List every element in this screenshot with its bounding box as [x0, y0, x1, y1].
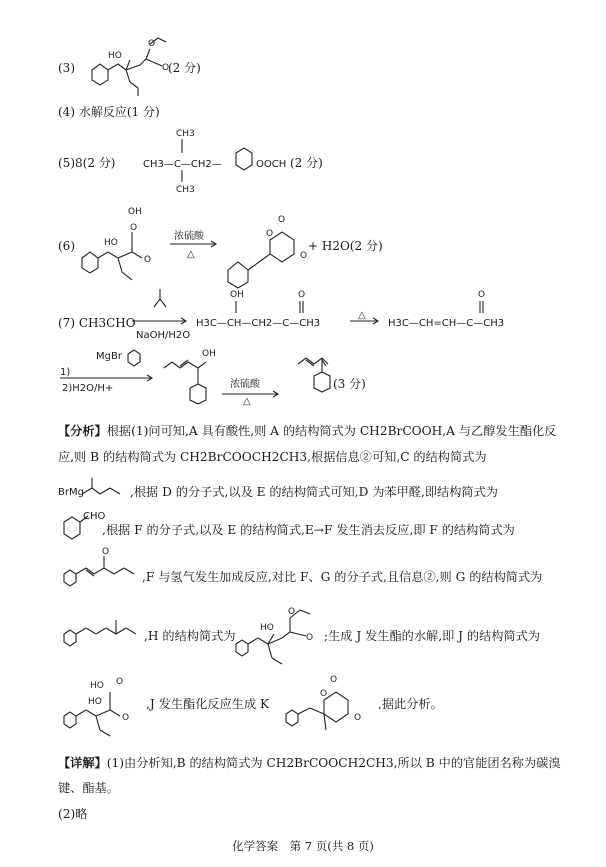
q7-cond3: △	[243, 396, 251, 407]
q7-product1: H3C—CH=CH—C—CH3	[388, 318, 505, 329]
q5-ester: OOCH	[256, 159, 287, 170]
q7-start: (7) CH3CHO	[58, 316, 136, 330]
analysis-line-6b: ;生成 J 发生酯的水解,即 J 的结构简式为	[324, 629, 541, 643]
detail-q2: (2)略	[58, 807, 88, 821]
analysis-tag: 【分析】	[58, 424, 107, 438]
svg-text:OH: OH	[128, 207, 142, 217]
svg-text:OH: OH	[202, 349, 216, 359]
q7-cond2: △	[358, 310, 366, 321]
svg-text:O: O	[298, 290, 306, 300]
svg-text:HO: HO	[260, 623, 274, 633]
svg-text:O: O	[478, 290, 486, 300]
q3-label: (3)	[58, 61, 75, 75]
structure-K	[280, 670, 390, 740]
svg-text:HO: HO	[104, 238, 118, 248]
svg-text:HO: HO	[88, 697, 102, 707]
q5-score: (2 分)	[290, 156, 323, 170]
detail-line-2: 键、酯基。	[58, 781, 119, 795]
svg-text:O: O	[102, 547, 110, 557]
q7-reagent3: 浓硫酸	[230, 379, 260, 390]
analysis-line-2: 应,则 B 的结构简式为 CH2BrCOOCH2CH3,根据信息②可知,C 的结构简式为	[58, 450, 487, 464]
analysis-line-3: ,根据 D 的分子式,以及 E 的结构简式可知,D 为苯甲醛,即结构简式为	[130, 485, 498, 499]
svg-text:O: O	[266, 229, 274, 239]
analysis-line-7a: ,J 发生酯化反应生成 K	[146, 697, 270, 711]
svg-text:O: O	[116, 677, 124, 687]
analysis-line-4: ,根据 F 的分子式,以及 E 的结构简式,E→F 发生消去反应,即 F 的结构简式为	[102, 523, 515, 537]
svg-text:O: O	[306, 633, 314, 643]
svg-text:O: O	[130, 223, 138, 233]
svg-text:O: O	[330, 675, 338, 685]
detail-tag: 【详解】	[58, 756, 107, 770]
q7-score: (3 分)	[333, 377, 366, 391]
detail-text-1: (1)由分析知,B 的结构简式为 CH2BrCOOCH2CH3,所以 B 中的官能团名称为碳溴	[106, 756, 561, 770]
svg-text:O: O	[278, 215, 286, 225]
q4-answer: (4) 水解反应(1 分)	[58, 105, 160, 119]
analysis-text-1: 根据(1)问可知,A 具有酸性,则 A 的结构简式为 CH2BrCOOH,A 与乙醇发生酯化反	[106, 424, 557, 438]
q3-score: (2 分)	[168, 61, 201, 75]
q7-intermediate: H3C—CH—CH2—C—CH3	[196, 318, 321, 329]
q6-reagent: 浓硫酸	[174, 231, 204, 242]
page-footer: 化学答案 第 7 页(共 8 页)	[232, 839, 374, 853]
svg-text:O: O	[144, 255, 152, 265]
q7-grignard: MgBr	[96, 351, 122, 362]
q5-label: (5)8(2 分)	[58, 156, 116, 170]
svg-text:O: O	[148, 39, 156, 49]
q6-tail: + H2O(2 分)	[308, 239, 383, 253]
analysis-brmg: BrMg	[58, 487, 84, 498]
analysis-line-6a: ,H 的结构简式为	[144, 629, 236, 643]
q7-step-a: 1)	[60, 367, 71, 378]
analysis-cho: CHO	[83, 511, 106, 522]
svg-text:CH3: CH3	[176, 129, 195, 139]
detail-line-1	[58, 757, 574, 769]
svg-text:O: O	[354, 713, 362, 723]
svg-text:O: O	[162, 63, 170, 73]
q5-formula: CH3—C—CH2—	[143, 159, 222, 170]
q7-reagent1: NaOH/H2O	[136, 330, 191, 341]
svg-text:HO: HO	[90, 681, 104, 691]
q7-scheme-2	[56, 340, 356, 420]
analysis-line-5: ,F 与氢气发生加成反应,对比 F、G 的分子式,且信息②,则 G 的结构简式为	[142, 570, 543, 584]
analysis-line-7b: ,据此分析。	[378, 697, 443, 711]
svg-text:O: O	[122, 713, 130, 723]
analysis-line-1	[58, 425, 574, 437]
svg-text:O: O	[288, 607, 296, 617]
q7-step-b: 2)H2O/H+	[62, 383, 114, 394]
svg-text:OH: OH	[230, 290, 244, 300]
q3-structure	[80, 22, 190, 97]
svg-text:O: O	[320, 689, 328, 699]
q6-condition: △	[187, 249, 195, 260]
svg-text:HO: HO	[108, 51, 122, 61]
svg-text:CH3: CH3	[176, 185, 195, 195]
svg-text:O: O	[300, 251, 308, 261]
q6-label: (6)	[58, 239, 75, 253]
